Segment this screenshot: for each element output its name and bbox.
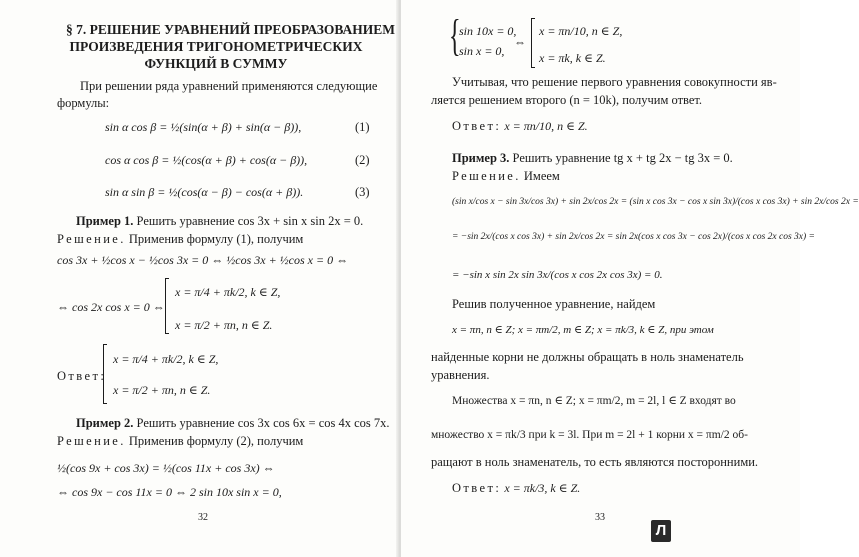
final-answer-line bbox=[452, 481, 580, 495]
example-1-solution-text: Применив формулу (1), получим bbox=[125, 232, 304, 246]
example-1-case-1: x = π/4 + πk/2, k ∈ Z, bbox=[175, 285, 281, 299]
solution-line-2: x = πk, k ∈ Z. bbox=[539, 51, 606, 65]
example-1-answer-2: x = π/2 + πn, n ∈ Z. bbox=[113, 383, 211, 397]
example-3-equation-3: = −sin x sin 2x sin 3x/(cos x cos 2x cos 3x) = 0. bbox=[452, 269, 663, 281]
example-1-answer-1: x = π/4 + πk/2, k ∈ Z, bbox=[113, 352, 219, 366]
formula-2-number: (2) bbox=[355, 153, 370, 167]
intro-line-2: формулы: bbox=[57, 96, 110, 110]
example-3-solution-text: Имеем bbox=[520, 169, 560, 183]
example-1-answer-label bbox=[57, 369, 106, 383]
example-3-text: Решить уравнение tg x + tg 2x − tg 3x = 0. bbox=[509, 151, 733, 165]
example-3-task bbox=[452, 151, 733, 165]
answer-label: Ответ: bbox=[452, 119, 502, 133]
intro-line-1: При решении ряда уравнений применяются следующие bbox=[80, 79, 378, 93]
section-heading-line-1: § 7. РЕШЕНИЕ УРАВНЕНИЙ ПРЕОБРАЗОВАНИЕМ bbox=[66, 22, 396, 37]
example-2-solution-intro bbox=[57, 434, 303, 448]
example-2-label: Пример 2. bbox=[76, 416, 134, 430]
system-brace: { bbox=[449, 11, 461, 60]
roots-line-2: найденные корни не должны обращать в ноль знаменатель bbox=[431, 350, 744, 364]
system-line-2: sin x = 0, bbox=[459, 44, 505, 58]
example-2-equation-2: ⇔ cos 9x − cos 11x = 0 ⇔ 2 sin 10x sin x = 0, bbox=[57, 485, 282, 499]
right-page-number: 33 bbox=[595, 512, 605, 523]
example-3-solution-intro bbox=[452, 169, 560, 183]
roots-line-3: уравнения. bbox=[431, 368, 490, 382]
left-page-number: 32 bbox=[198, 512, 208, 523]
sets-line-2: множество x = πk/3 при k = 3l. При m = 2l + 1 корни x = πm/2 об- bbox=[431, 429, 748, 441]
solution-bracket bbox=[531, 18, 535, 68]
final-answer-value: x = πk/3, k ∈ Z. bbox=[504, 481, 581, 495]
formula-2: cos α cos β = ½(cos(α + β) + cos(α − β)), bbox=[105, 153, 308, 167]
roots-line: x = πn, n ∈ Z; x = πm/2, m ∈ Z; x = πk/3, k ∈ Z, при этом bbox=[452, 324, 714, 336]
left-page bbox=[0, 0, 399, 557]
example-1-equation-2: ⇔ cos 2x cos x = 0 ⇔ bbox=[57, 300, 165, 314]
example-1-solution-label: Решение. bbox=[57, 232, 126, 246]
sets-line-1: Множества x = πn, n ∈ Z; x = πm/2, m = 2l, l ∈ Z входят во bbox=[452, 395, 736, 407]
formula-3: sin α sin β = ½(cos(α − β) − cos(α + β)). bbox=[105, 185, 304, 199]
example-1-text: Решить уравнение cos 3x + sin x sin 2x = 0. bbox=[133, 214, 364, 228]
example-3-solution-label: Решение. bbox=[452, 169, 521, 183]
right-page bbox=[401, 0, 859, 557]
example-2-equation-1: ½(cos 9x + cos 3x) = ½(cos 11x + cos 3x) ⇔ bbox=[57, 461, 275, 475]
example-1-case-2: x = π/2 + πn, n ∈ Z. bbox=[175, 318, 273, 332]
answer-line bbox=[452, 119, 588, 133]
example-3-equation-1: (sin x/cos x − sin 3x/cos 3x) + sin 2x/cos 2x = (sin x cos 3x − cos x sin 3x)/(cos x cos 3x) + sin 2x/cos 2x = bbox=[452, 197, 859, 207]
system-arrow: ⇔ bbox=[514, 35, 526, 49]
final-answer-label: Ответ: bbox=[452, 481, 502, 495]
sets-line-3: ращают в ноль знаменатель, то есть являются посторонними. bbox=[431, 455, 759, 469]
formula-3-number: (3) bbox=[355, 185, 370, 199]
example-3-equation-2: = −sin 2x/(cos x cos 3x) + sin 2x/cos 2x = sin 2x(cos x cos 3x − cos 2x)/(cos x cos 2x cos 3x) = bbox=[452, 232, 815, 242]
example-1-task bbox=[76, 214, 363, 228]
example-1-label: Пример 1. bbox=[76, 214, 134, 228]
solved-line: Решив полученное уравнение, найдем bbox=[452, 297, 656, 311]
example-1-answer-word: Ответ: bbox=[57, 369, 107, 383]
answer-value: x = πn/10, n ∈ Z. bbox=[504, 119, 588, 133]
formula-1-number: (1) bbox=[355, 120, 370, 134]
system-line-1: sin 10x = 0, bbox=[459, 24, 517, 38]
note-line-2: ляется решением второго (n = 10k), получим ответ. bbox=[431, 93, 703, 107]
publisher-logo: Л bbox=[651, 520, 671, 542]
example-2-text: Решить уравнение cos 3x cos 6x = cos 4x cos 7x. bbox=[133, 416, 390, 430]
note-line-1: Учитывая, что решение первого уравнения совокупности яв- bbox=[452, 75, 777, 89]
example-2-solution-text: Применив формулу (2), получим bbox=[125, 434, 304, 448]
example-1-answer-bracket bbox=[103, 344, 107, 404]
example-2-solution-label: Решение. bbox=[57, 434, 126, 448]
example-1-equation-1: cos 3x + ½cos x − ½cos 3x = 0 ⇔ ½cos 3x + ½cos x = 0 ⇔ bbox=[57, 253, 349, 267]
section-heading-line-3: ФУНКЦИЙ В СУММУ bbox=[144, 56, 288, 71]
example-2-task bbox=[76, 416, 390, 430]
solution-line-1: x = πn/10, n ∈ Z, bbox=[539, 24, 623, 38]
example-3-label: Пример 3. bbox=[452, 151, 510, 165]
section-heading-line-2: ПРОИЗВЕДЕНИЯ ТРИГОНОМЕТРИЧЕСКИХ bbox=[69, 39, 363, 54]
example-1-bracket bbox=[165, 278, 169, 334]
formula-1: sin α cos β = ½(sin(α + β) + sin(α − β)), bbox=[105, 120, 302, 134]
example-1-solution-intro bbox=[57, 232, 303, 246]
